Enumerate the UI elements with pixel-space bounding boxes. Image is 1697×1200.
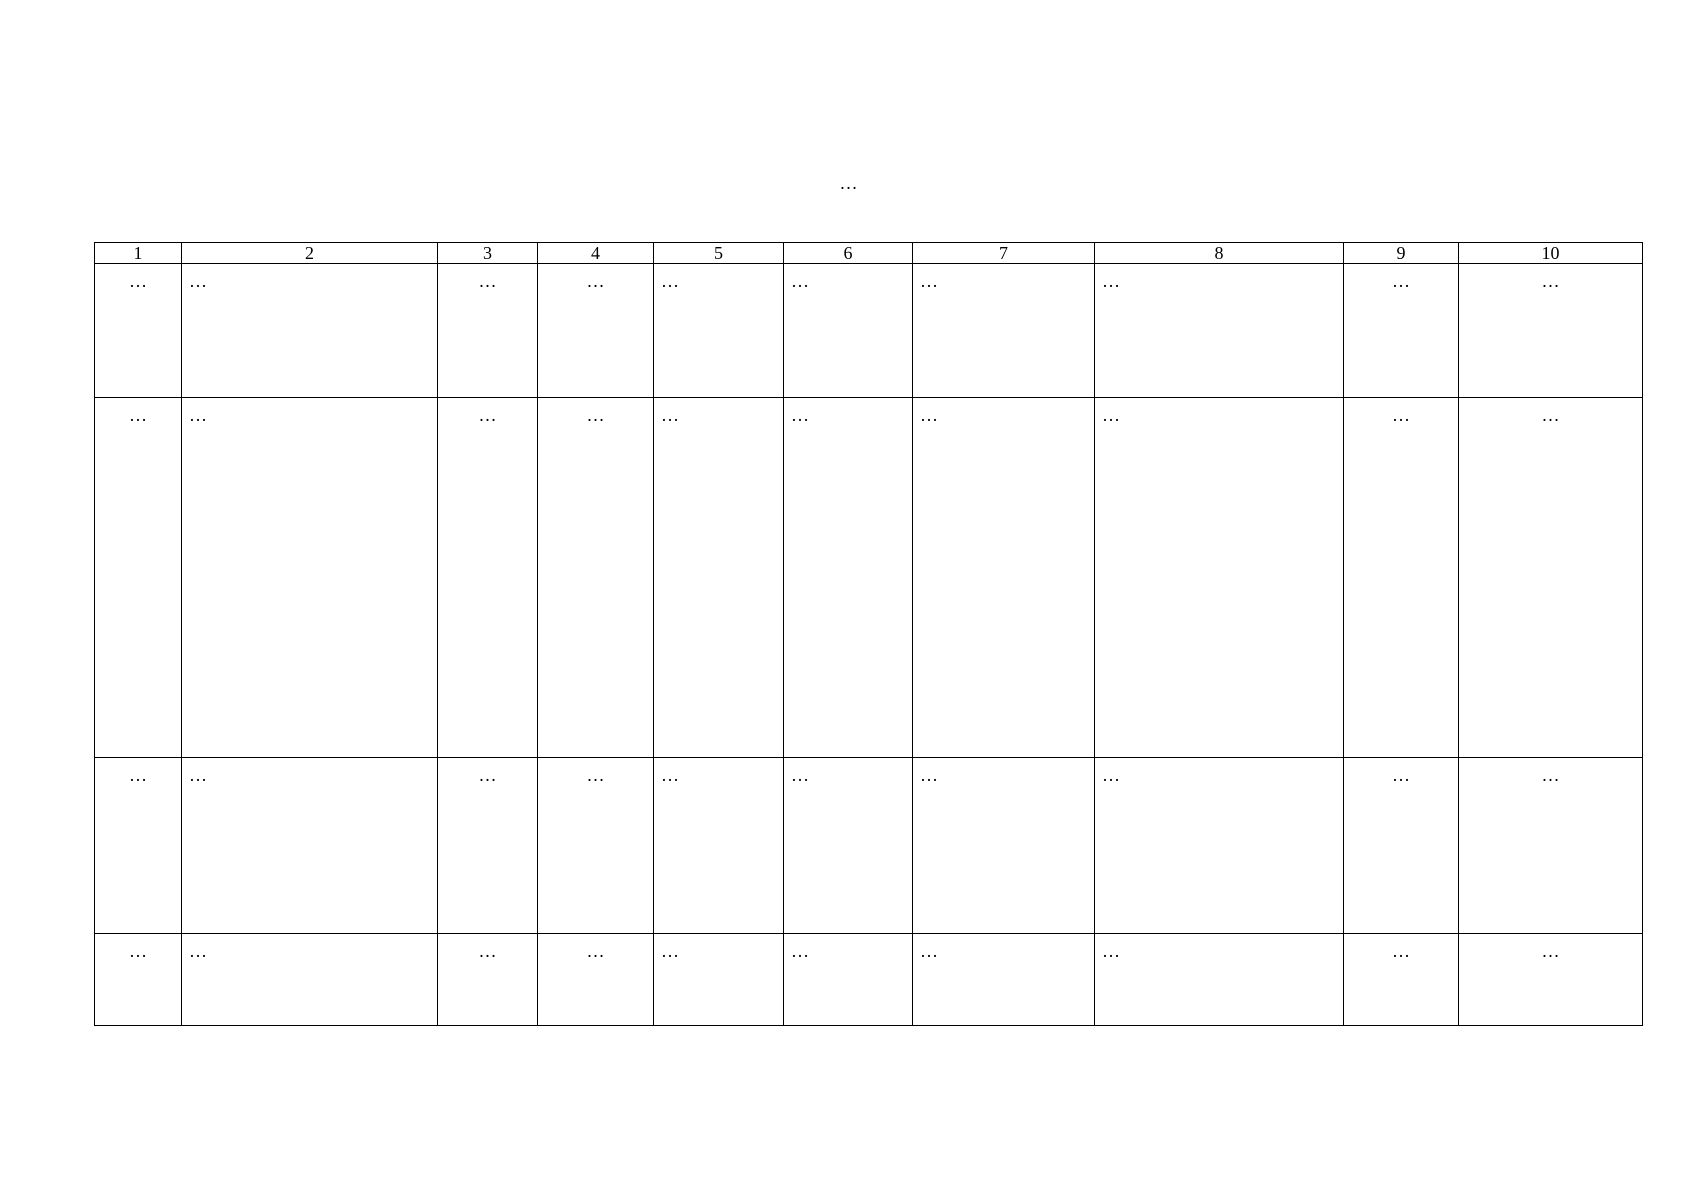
column-header-7: 7 xyxy=(913,243,1095,264)
table-cell-col-4: … xyxy=(538,264,654,398)
table-cell-col-6: … xyxy=(784,934,913,1026)
column-header-9: 9 xyxy=(1344,243,1459,264)
table-cell-col-1: … xyxy=(95,264,182,398)
column-header-5: 5 xyxy=(654,243,784,264)
table-cell-col-7: … xyxy=(913,758,1095,934)
table-cell-col-8: … xyxy=(1095,758,1344,934)
table-cell-col-7: … xyxy=(913,934,1095,1026)
column-header-2: 2 xyxy=(182,243,438,264)
table-cell-col-7: … xyxy=(913,398,1095,758)
table-cell-col-9: … xyxy=(1344,264,1459,398)
table-cell-col-9: … xyxy=(1344,758,1459,934)
table-cell-col-10: … xyxy=(1459,264,1643,398)
column-header-8: 8 xyxy=(1095,243,1344,264)
page-number: … xyxy=(839,173,858,193)
table-cell-col-3: … xyxy=(438,758,538,934)
column-header-6: 6 xyxy=(784,243,913,264)
table-row xyxy=(95,264,1643,398)
table-cell-col-3: … xyxy=(438,934,538,1026)
table-cell-col-5: … xyxy=(654,264,784,398)
table-cell-col-4: … xyxy=(538,398,654,758)
table-cell-col-1: … xyxy=(95,934,182,1026)
table-cell-col-5: … xyxy=(654,398,784,758)
table-cell-col-5: … xyxy=(654,934,784,1026)
table-cell-col-2: … xyxy=(182,398,438,758)
table-cell-col-2: … xyxy=(182,758,438,934)
table-cell-col-3: … xyxy=(438,398,538,758)
table-cell-col-8: … xyxy=(1095,934,1344,1026)
table-cell-col-1: … xyxy=(95,758,182,934)
table-cell-col-10: … xyxy=(1459,398,1643,758)
table-cell-col-7: … xyxy=(913,264,1095,398)
table-cell-col-2: … xyxy=(182,934,438,1026)
table-cell-col-6: … xyxy=(784,264,913,398)
table-cell-col-3: … xyxy=(438,264,538,398)
column-header-4: 4 xyxy=(538,243,654,264)
table-row xyxy=(95,398,1643,758)
column-header-1: 1 xyxy=(95,243,182,264)
column-header-3: 3 xyxy=(438,243,538,264)
column-header-10: 10 xyxy=(1459,243,1643,264)
table-row xyxy=(95,934,1643,1026)
table-header xyxy=(95,243,1643,264)
table-cell-col-6: … xyxy=(784,758,913,934)
header-row xyxy=(95,243,1643,264)
table-cell-col-6: … xyxy=(784,398,913,758)
table-cell-col-4: … xyxy=(538,758,654,934)
table-cell-col-8: … xyxy=(1095,264,1344,398)
table-body xyxy=(95,264,1643,1026)
table-cell-col-9: … xyxy=(1344,934,1459,1026)
table-cell-col-8: … xyxy=(1095,398,1344,758)
table-cell-col-4: … xyxy=(538,934,654,1026)
table-cell-col-9: … xyxy=(1344,398,1459,758)
table-cell-col-1: … xyxy=(95,398,182,758)
table-cell-col-5: … xyxy=(654,758,784,934)
table-cell-col-2: … xyxy=(182,264,438,398)
table-cell-col-10: … xyxy=(1459,934,1643,1026)
table-row xyxy=(95,758,1643,934)
table-cell-col-10: … xyxy=(1459,758,1643,934)
data-table xyxy=(94,242,1643,1026)
